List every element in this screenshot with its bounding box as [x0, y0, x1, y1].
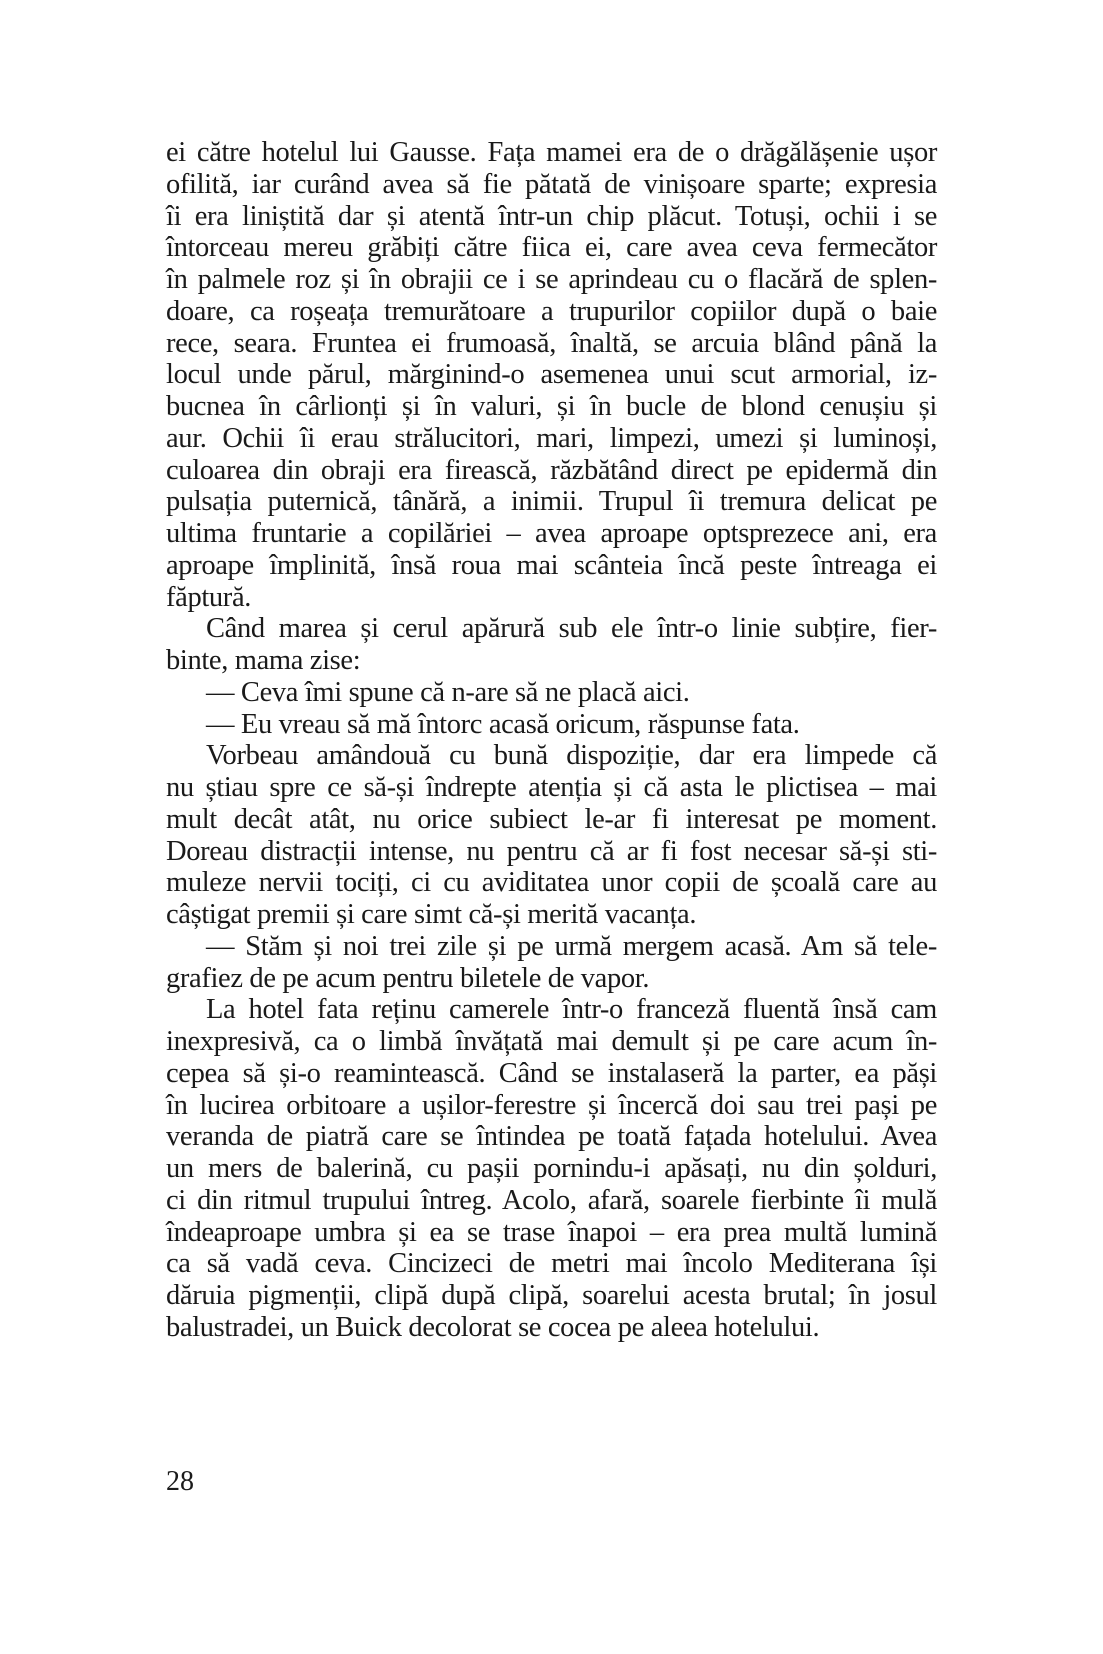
text-line: doare, ca roșeața tremurătoare a trupurilor copiilor după o baie	[166, 295, 937, 327]
text-line: rece, seara. Fruntea ei frumoasă, înaltă, se arcuia blând până la	[166, 327, 937, 359]
text-line: ci din ritmul trupului întreg. Acolo, afară, soarele fierbinte îi mulă	[166, 1184, 937, 1216]
text-line: câștigat premii și care simt că-și merită vacanța.	[166, 899, 697, 930]
text-line: Vorbeau amândouă cu bună dispoziție, dar era limpede că	[206, 740, 937, 772]
text-line: în lucirea orbitoare a ușilor-ferestre și încercă doi sau trei pași pe	[166, 1089, 937, 1121]
text-line: Doreau distracții intense, nu pentru că ar fi fost necesar să-și sti-	[166, 835, 937, 867]
text-line: îi era liniștită dar și atentă într-un chip plăcut. Totuși, ochii i se	[166, 200, 937, 232]
text-line: în palmele roz și în obrajii ce i se aprindeau cu o flacără de splen-	[166, 264, 937, 295]
text-line: aproape împlinită, însă roua mai scânteia încă peste întreaga ei	[166, 549, 937, 581]
text-line: veranda de piatră care se întindea pe toată fațada hotelului. Avea	[166, 1121, 937, 1153]
paragraph	[166, 613, 937, 677]
text-line: îndeaproape umbra și ea se trase înapoi – era prea multă lumină	[166, 1216, 937, 1248]
text-line: Când marea și cerul apărură sub ele într-o linie subțire, fier-	[206, 613, 937, 645]
text-line: — Eu vreau să mă întorc acasă oricum, răspunse fata.	[206, 708, 800, 740]
paragraph	[166, 709, 937, 741]
text-line: pulsația puternică, tânără, a inimii. Trupul îi tremura delicat pe	[166, 486, 937, 518]
text-line: grafiez de pe acum pentru biletele de vapor.	[166, 962, 650, 994]
text-line: ca să vadă ceva. Cincizeci de metri mai încolo Mediterana își	[166, 1248, 937, 1280]
text-line: — Ceva îmi spune că n-are să ne placă aici.	[206, 676, 690, 708]
paragraph	[166, 994, 937, 1343]
paragraph	[166, 137, 937, 613]
text-line: bucnea în cârlionți și în valuri, și în bucle de blond cenușiu și	[166, 391, 937, 422]
text-line: inexpresivă, ca o limbă învățată mai demult și pe care acum în-	[166, 1026, 937, 1057]
text-line: mult decât atât, nu orice subiect le-ar fi interesat pe moment.	[166, 803, 937, 835]
text-line: ultima fruntarie a copilăriei – avea aproape optsprezece ani, era	[166, 518, 937, 549]
text-line: binte, mama zise:	[166, 645, 361, 676]
text-line: un mers de balerină, cu pașii pornindu-i apăsați, nu din șolduri,	[166, 1153, 937, 1184]
text-line: locul unde părul, mărginind-o asemenea unui scut armorial, iz-	[166, 359, 937, 391]
text-line: făptură.	[166, 581, 252, 613]
text-line: ofilită, iar curând avea să fie pătată de vinișoare sparte; expresia	[166, 168, 937, 200]
body-text	[166, 137, 937, 1344]
page-number: 28	[166, 1466, 194, 1497]
text-line: — Stăm și noi trei zile și pe urmă mergem acasă. Am să tele-	[206, 930, 937, 962]
text-line: muleze nervii tociți, ci cu aviditatea unor copii de școală care au	[166, 867, 937, 899]
text-line: întorceau mereu grăbiți către fiica ei, care avea ceva fermecător	[166, 232, 937, 264]
text-line: cepea să și-o reamintească. Când se instalaseră la parter, ea păși	[166, 1057, 937, 1089]
text-line: culoarea din obraji era firească, răzbătând direct pe epidermă din	[166, 454, 937, 486]
paragraph	[166, 740, 937, 931]
text-line: La hotel fata reținu camerele într-o franceză fluentă însă cam	[206, 994, 937, 1026]
text-line: nu știau spre ce să-și îndrepte atenția și că asta le plictisea – mai	[166, 772, 937, 803]
paragraph	[166, 931, 937, 995]
text-line: aur. Ochii îi erau strălucitori, mari, limpezi, umezi și luminoși,	[166, 422, 937, 454]
text-line: dăruia pigmenții, clipă după clipă, soarelui acesta brutal; în josul	[166, 1280, 937, 1311]
text-line: balustradei, un Buick decolorat se cocea pe aleea hotelului.	[166, 1311, 820, 1343]
text-line: ei către hotelul lui Gausse. Fața mamei era de o drăgălășenie ușor	[166, 137, 937, 168]
paragraph	[166, 677, 937, 709]
